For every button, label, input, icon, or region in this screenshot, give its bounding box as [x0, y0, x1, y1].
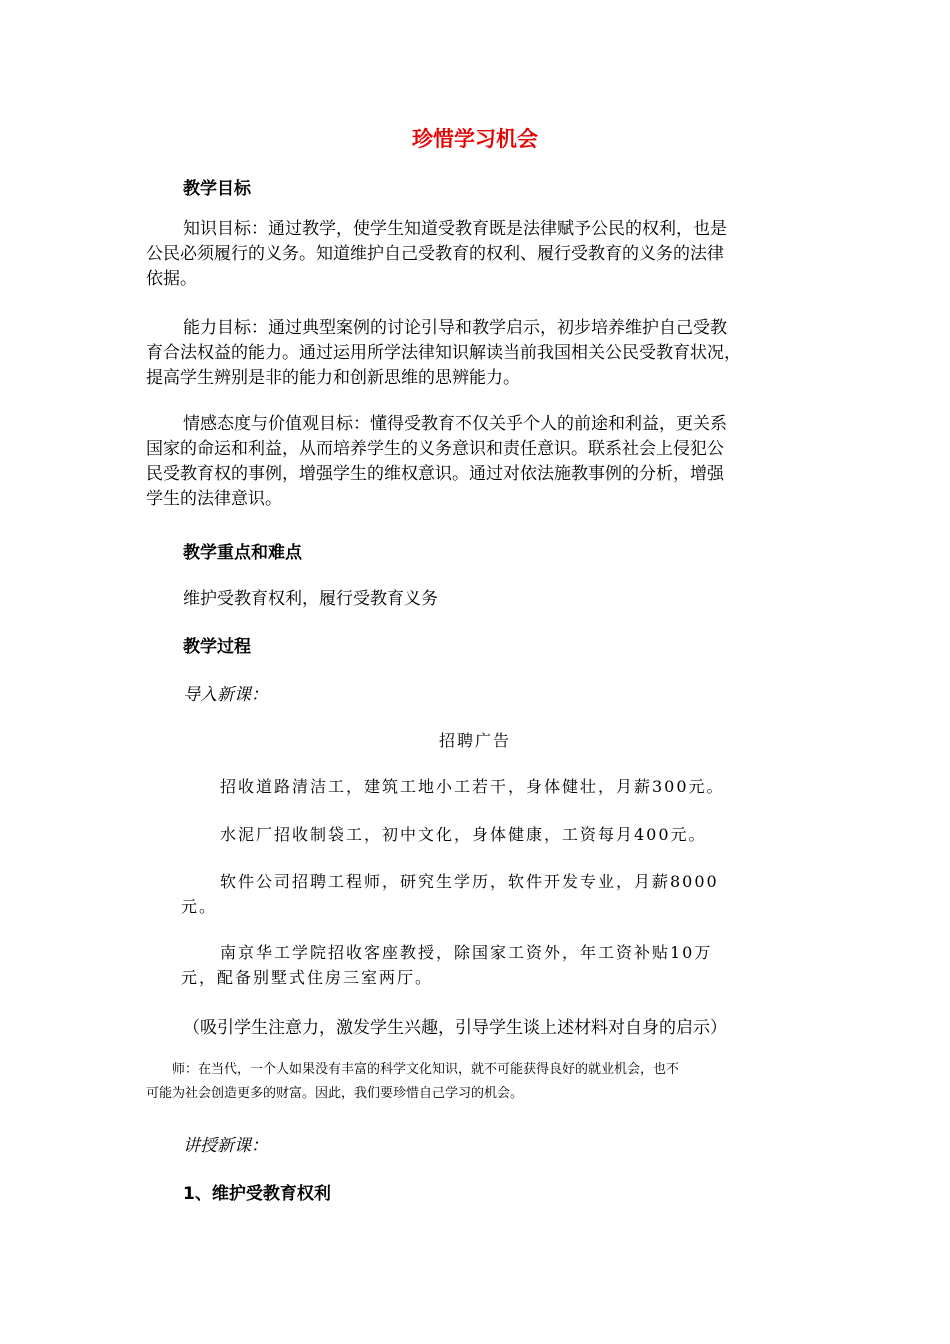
keypoints-heading: 教学重点和难点: [183, 543, 302, 563]
paragraph-line: 知识目标：通过教学，使学生知道受教育既是法律赋予公民的权利，也是: [183, 219, 727, 239]
ad-line: 水泥厂招收制袋工，初中文化，身体健康，工资每月400元。: [220, 825, 707, 844]
teacher-line: 可能为社会创造更多的财富。因此，我们要珍惜自己学习的机会。: [146, 1086, 524, 1101]
paragraph-line: 民受教育权的事例，增强学生的维权意识。通过对依法施教事例的分析，增强: [146, 464, 724, 484]
section-1-heading: 1、维护受教育权利: [183, 1184, 331, 1204]
ad-line: 软件公司招聘工程师，研究生学历，软件开发专业，月薪8000: [220, 872, 719, 891]
paragraph-line: 公民必须履行的义务。知道维护自己受教育的权利、履行受教育的义务的法律: [146, 244, 724, 264]
ad-line: 招收道路清洁工，建筑工地小工若干，身体健壮，月薪300元。: [220, 777, 725, 796]
emotion-objective-paragraph: [146, 412, 806, 512]
paragraph-line: 依据。: [146, 269, 197, 289]
lecture-label: 讲授新课：: [183, 1136, 268, 1156]
ad-line: 元，配备别墅式住房三室两厅。: [181, 968, 434, 987]
keypoints-text: 维护受教育权利，履行受教育义务: [183, 589, 438, 609]
process-heading: 教学过程: [183, 637, 251, 657]
page-title: 珍惜学习机会: [412, 127, 538, 151]
intro-label: 导入新课：: [183, 685, 268, 705]
ability-objective-paragraph: [146, 316, 806, 391]
paragraph-line: 能力目标：通过典型案例的讨论引导和教学启示，初步培养维护自己受教: [183, 318, 727, 338]
ad-line: 南京华工学院招收客座教授，除国家工资外，年工资补贴10万: [220, 943, 713, 962]
paragraph-line: 情感态度与价值观目标：懂得受教育不仅关乎个人的前途和利益，更关系: [183, 414, 727, 434]
ad-line: 元。: [181, 897, 218, 916]
paragraph-line: 育合法权益的能力。通过运用所学法律知识解读当前我国相关公民受教育状况，: [146, 343, 741, 363]
ad-title: 招聘广告: [438, 731, 511, 750]
teaching-note: （吸引学生注意力，激发学生兴趣，引导学生谈上述材料对自身的启示）: [183, 1018, 727, 1038]
paragraph-line: 学生的法律意识。: [146, 489, 282, 509]
objectives-heading: 教学目标: [183, 179, 251, 199]
knowledge-objective-paragraph: [146, 217, 806, 292]
paragraph-line: 国家的命运和利益，从而培养学生的义务意识和责任意识。联系社会上侵犯公: [146, 439, 724, 459]
teacher-line: 师：在当代，一个人如果没有丰富的科学文化知识，就不可能获得良好的就业机会，也不: [172, 1062, 680, 1077]
paragraph-line: 提高学生辨别是非的能力和创新思维的思辨能力。: [146, 368, 520, 388]
